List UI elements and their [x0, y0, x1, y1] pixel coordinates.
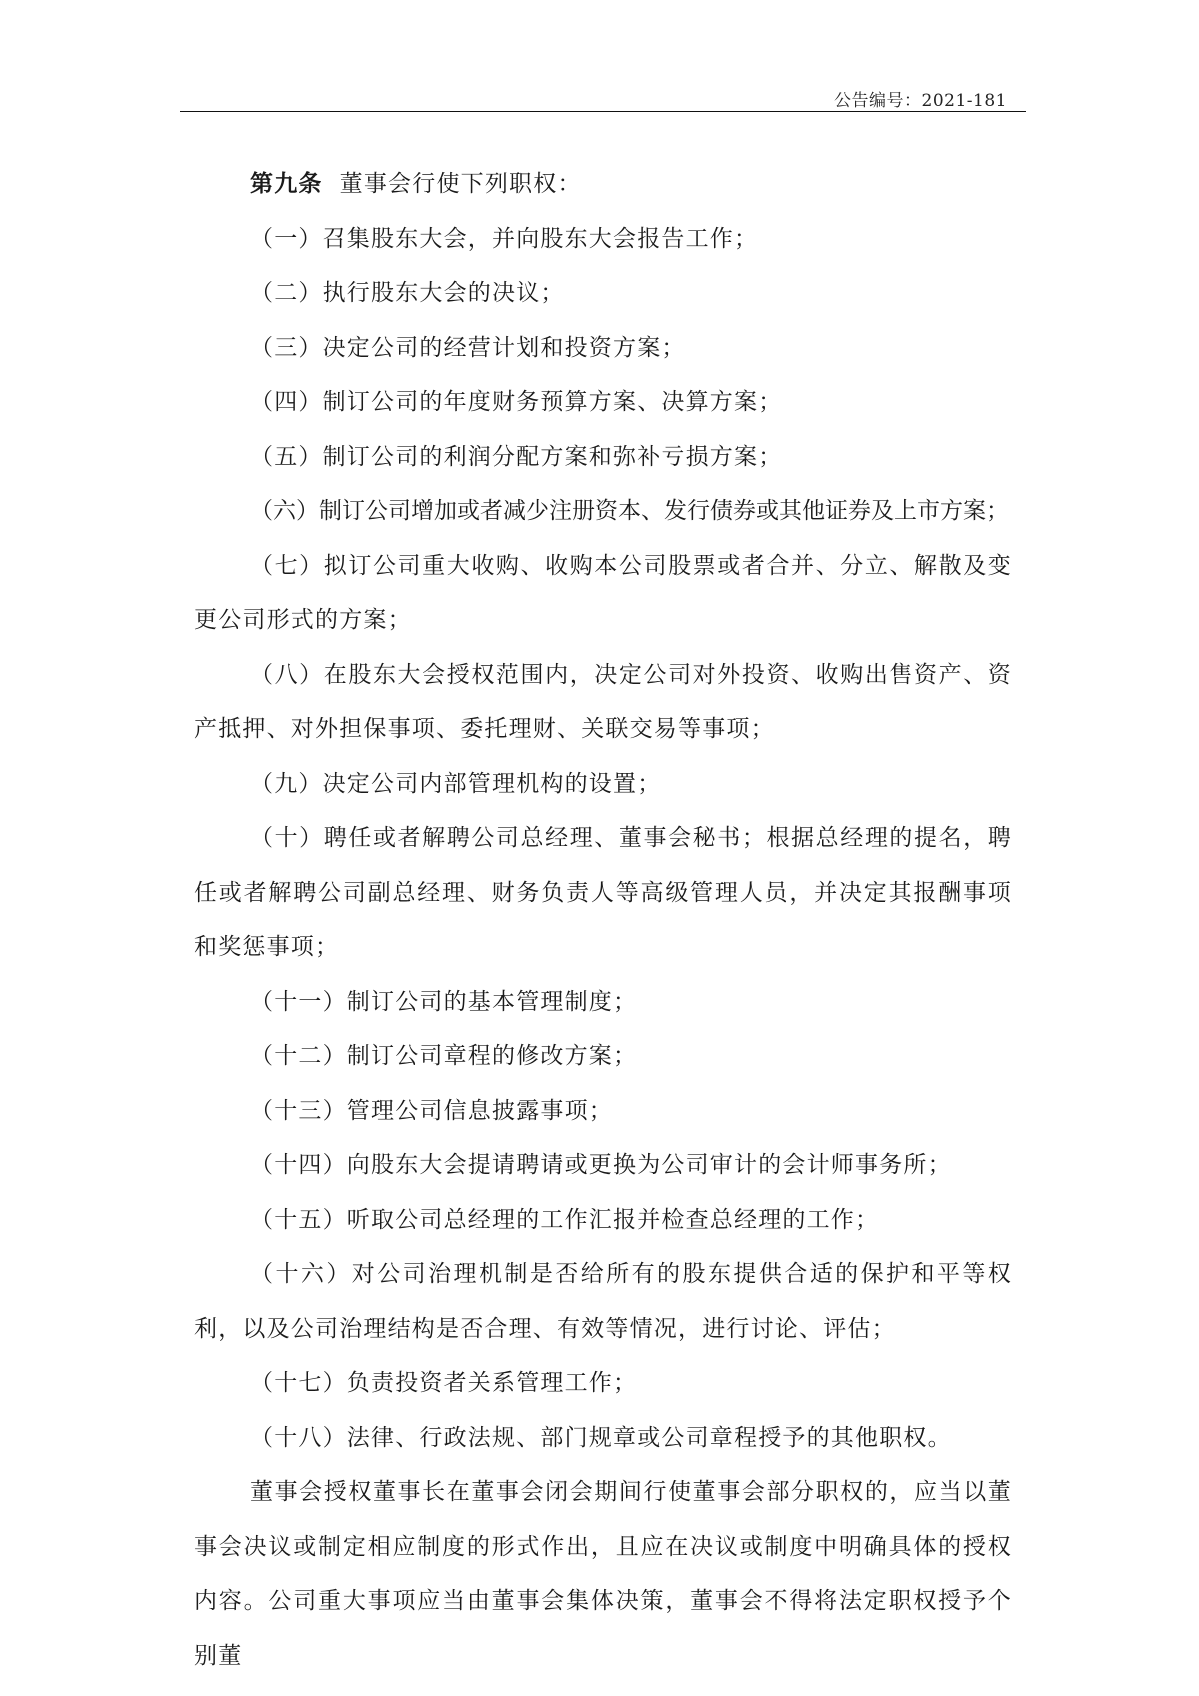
list-item: （九）决定公司内部管理机构的设置；	[250, 770, 662, 797]
article-heading	[194, 157, 1012, 212]
list-item: （十二）制订公司章程的修改方案；	[250, 1043, 638, 1069]
list-item: （十五）听取公司总经理的工作汇报并检查总经理的工作；	[250, 1206, 880, 1233]
list-item: （十七）负责投资者关系管理工作；	[250, 1370, 638, 1396]
list-item: （十八）法律、行政法规、部门规章或公司章程授予的其他职权。	[250, 1424, 952, 1451]
article-number: 第九条	[250, 170, 323, 197]
article-title: 董事会行使下列职权：	[339, 171, 582, 197]
list-item: （六）制订公司增加或者减少注册资本、发行债券或其他证券及上市方案；	[250, 498, 1009, 524]
list-item: （十四）向股东大会提请聘请或更换为公司审计的会计师事务所；	[250, 1152, 952, 1178]
list-item: （十三）管理公司信息披露事项；	[250, 1097, 613, 1124]
list-item: （五）制订公司的利润分配方案和弥补亏损方案；	[250, 443, 783, 470]
list-item: （八）在股东大会授权范围内，决定公司对外投资、收购出售资产、资产抵押、对外担保事项、委托理财、关联交易等事项；	[194, 661, 1012, 742]
list-item: （一）召集股东大会，并向股东大会报告工作；	[250, 225, 759, 252]
announcement-number: 公告编号：2021-181	[834, 91, 1007, 111]
list-item: （十一）制订公司的基本管理制度；	[250, 988, 638, 1015]
header-divider	[180, 111, 1026, 112]
list-item: （二）执行股东大会的决议；	[250, 280, 565, 306]
list-item: （七）拟订公司重大收购、收购本公司股票或者合并、分立、解散及变更公司形式的方案；	[194, 552, 1012, 633]
list-item: （十）聘任或者解聘公司总经理、董事会秘书；根据总经理的提名，聘任或者解聘公司副总经理、财务负责人等高级管理人员，并决定其报酬事项和奖惩事项；	[194, 825, 1012, 960]
list-item: （三）决定公司的经营计划和投资方案；	[250, 334, 686, 361]
document-body	[194, 157, 1012, 1683]
closing-paragraph: 董事会授权董事长在董事会闭会期间行使董事会部分职权的，应当以董事会决议或制定相应制度的形式作出，且应在决议或制度中明确具体的授权内容。公司重大事项应当由董事会集体决策，董事会不得将法定职权授予个别董	[194, 1479, 1012, 1669]
list-item: （十六）对公司治理机制是否给所有的股东提供合适的保护和平等权利，以及公司治理结构是否合理、有效等情况，进行讨论、评估；	[194, 1261, 1012, 1342]
list-item: （四）制订公司的年度财务预算方案、决算方案；	[250, 389, 783, 415]
